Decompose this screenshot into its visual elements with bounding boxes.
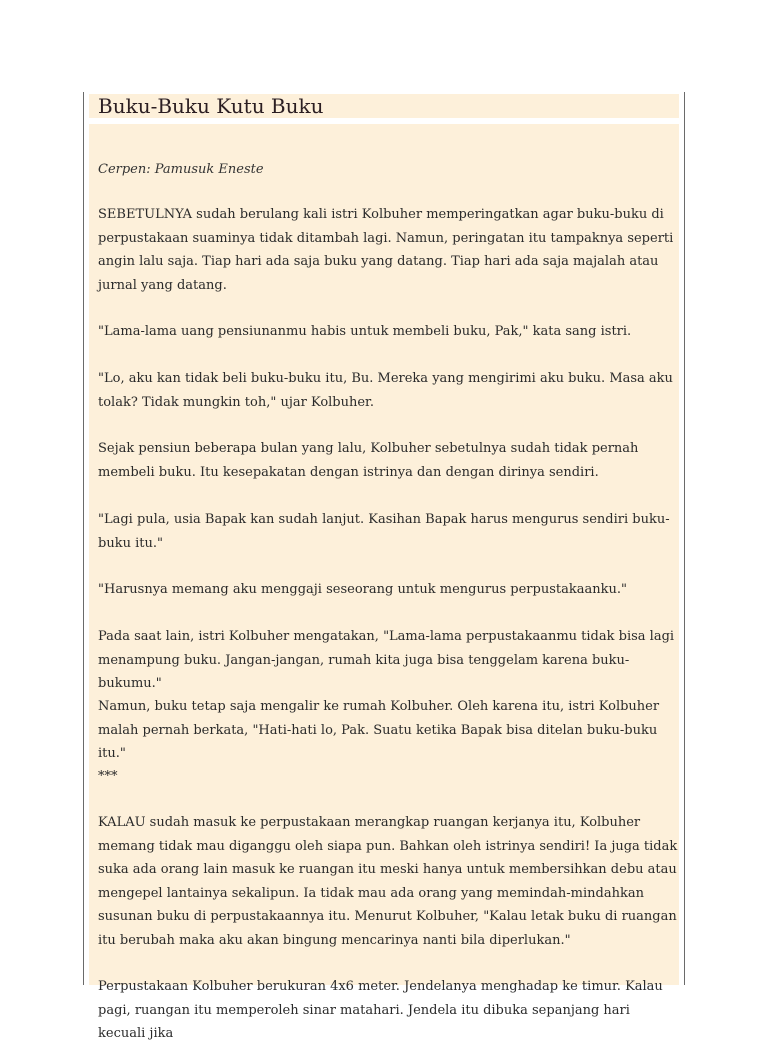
- paragraph: Sejak pensiun beberapa bulan yang lalu, Kolbuher sebetulnya sudah tidak pernah membeli buku. Itu kesepakatan dengan istrinya dan dengan dirinya sendiri.: [98, 441, 639, 480]
- article-body: [89, 124, 679, 1041]
- article-byline: Cerpen: Pamusuk Eneste: [98, 162, 264, 177]
- title-bar: [89, 94, 679, 118]
- document-page: [83, 92, 685, 1041]
- paragraph: SEBETULNYA sudah berulang kali istri Kolbuher memperingatkan agar buku-buku di perpustakaan suaminya tidak ditambah lagi. Namun, peringatan itu tampaknya seperti angin lalu saja. Tiap hari ada saja buku yang datang. Tiap hari ada saja majalah atau jurnal yang datang.: [98, 207, 674, 293]
- paragraph: "Lagi pula, usia Bapak kan sudah lanjut. Kasihan Bapak harus mengurus sendiri buku-buku itu.": [98, 512, 670, 551]
- paragraph: Perpustakaan Kolbuher berukuran 4x6 meter. Jendelanya menghadap ke timur. Kalau pagi, ruangan itu memperoleh sinar matahari. Jendela itu dibuka sepanjang hari kecuali jika: [98, 979, 663, 1041]
- paragraph: KALAU sudah masuk ke perpustakaan merangkap ruangan kerjanya itu, Kolbuher memang tidak mau diganggu oleh siapa pun. Bahkan oleh istrinya sendiri! Ia juga tidak suka ada orang lain masuk ke ruangan itu meski hanya untuk membersihkan debu atau mengepel lantainya sekalipun. Ia tidak mau ada orang yang memindah-mindahkan susunan buku di perpustakaannya itu. Menurut Kolbuher, "Kalau letak buku di ruangan itu berubah maka aku akan bingung mencarinya nanti bila diperlukan.": [98, 815, 678, 948]
- paragraph: Pada saat lain, istri Kolbuher mengatakan, "Lama-lama perpustakaanmu tidak bisa lagi menampung buku. Jangan-jangan, rumah kita juga bisa tenggelam karena buku-bukumu.": [98, 629, 675, 691]
- paragraph: "Lama-lama uang pensiunanmu habis untuk membeli buku, Pak," kata sang istri.: [98, 324, 632, 339]
- article-title: Buku-Buku Kutu Buku: [98, 94, 324, 118]
- paragraph: Namun, buku tetap saja mengalir ke rumah Kolbuher. Oleh karena itu, istri Kolbuher malah pernah berkata, "Hati-hati lo, Pak. Suatu ketika Bapak bisa ditelan buku-buku itu.": [98, 699, 660, 761]
- paragraph: "Harusnya memang aku menggaji seseorang untuk mengurus perpustakaanku.": [98, 582, 627, 597]
- paragraph: "Lo, aku kan tidak beli buku-buku itu, Bu. Mereka yang mengirimi aku buku. Masa aku tolak? Tidak mungkin toh," ujar Kolbuher.: [98, 371, 673, 410]
- section-divider: ***: [98, 769, 118, 784]
